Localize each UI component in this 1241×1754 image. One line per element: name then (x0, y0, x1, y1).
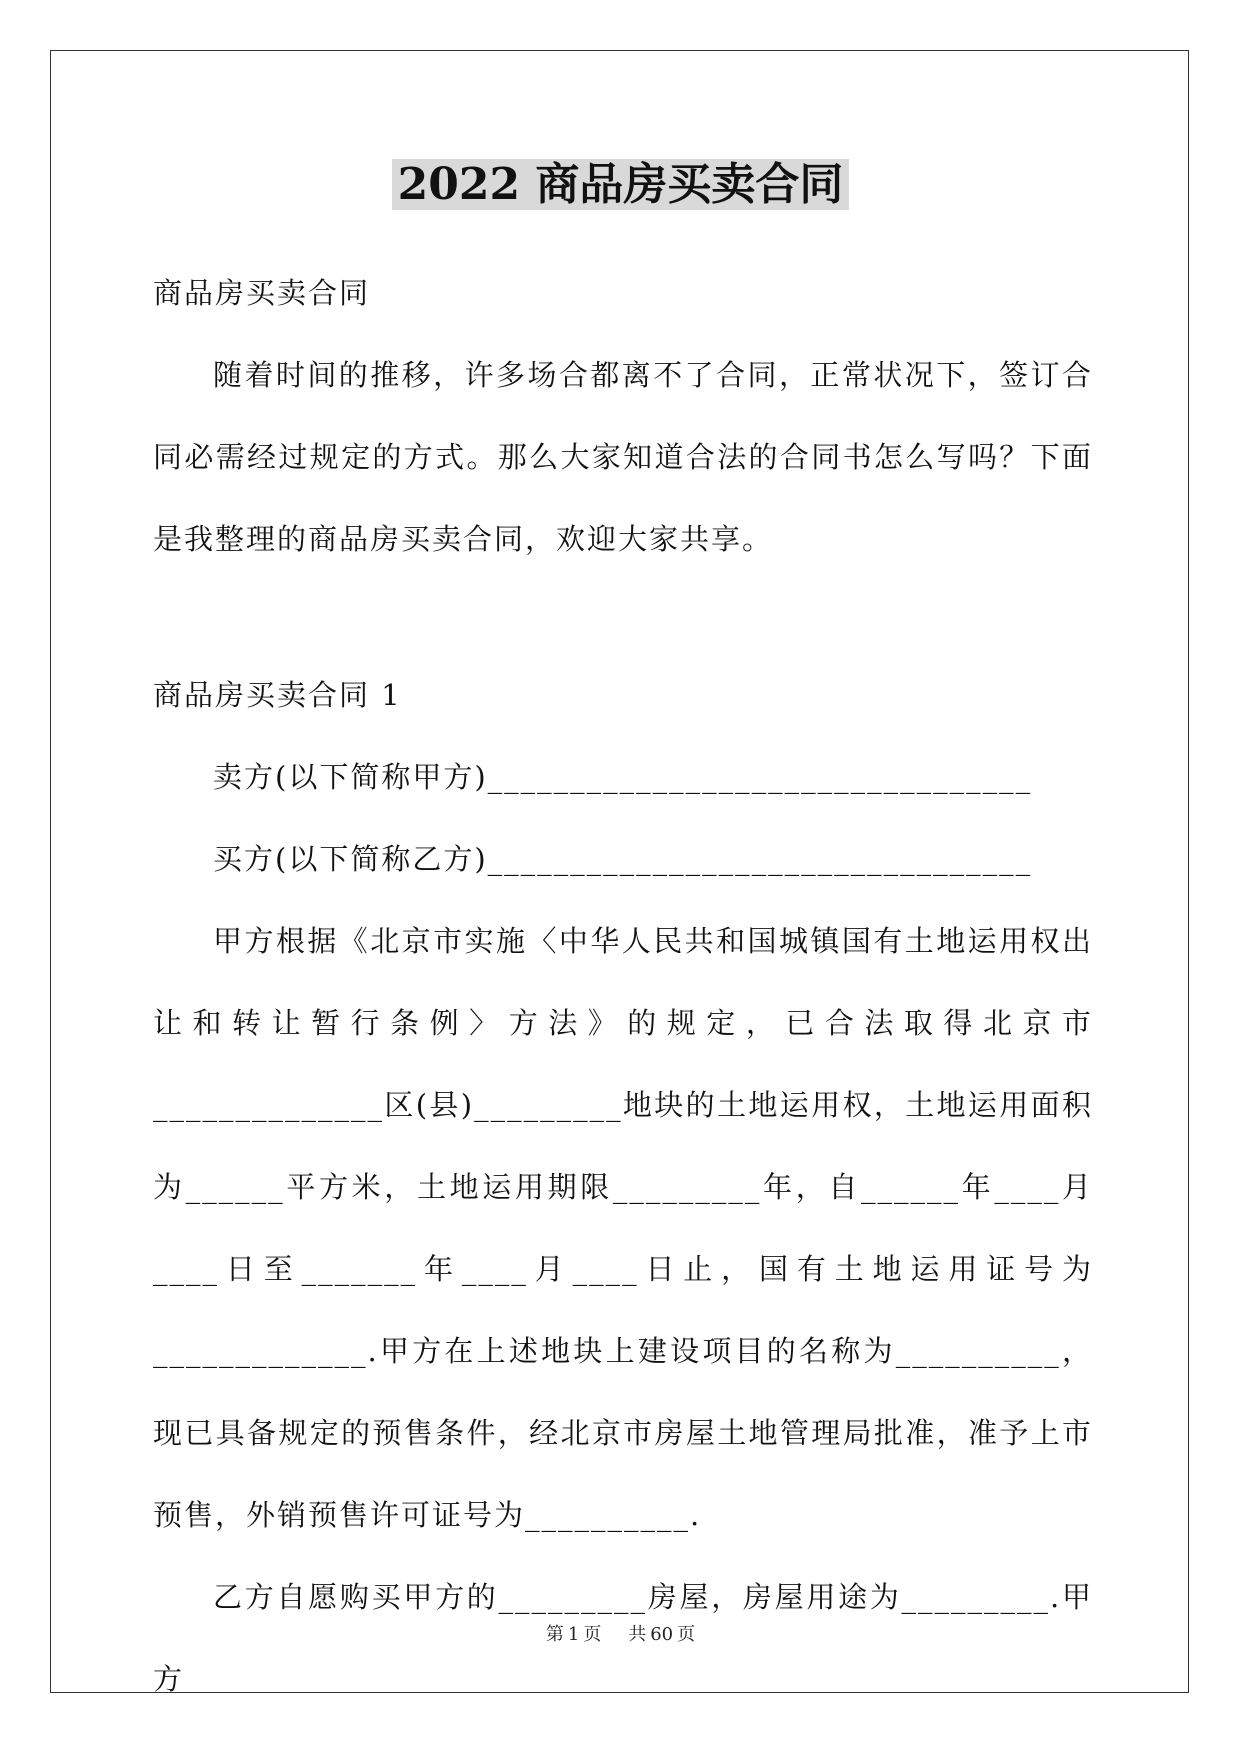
total-suffix: 页 (677, 1624, 696, 1645)
section-heading: 商品房买卖合同 (153, 276, 371, 310)
document-title-text: 2022 商品房买卖合同 (392, 159, 850, 210)
document-body (153, 252, 1093, 580)
page-total: 60 (650, 1624, 674, 1645)
contract-heading: 商品房买卖合同 1 (153, 678, 402, 712)
document-title (0, 150, 1241, 220)
seller-line: 卖方(以下简称甲方)_________________________________ (213, 760, 1033, 794)
clause-land-use: 甲方根据《北京市实施〈中华人民共和国城镇国有土地运用权出让和转让暂行条例〉方法》的规定，已合法取得北京市______________区(县)_________地块的土地运用权，土地运用面积为______平方米，土地运用期限_________年，自______年____月____日至_______年____月____日止，国有土地运用证号为_____________.甲方在上述地块上建设项目的名称为__________，现已具备规定的预售条件，经北京市房屋土地管理局批准，准予上市预售，外销预售许可证号为__________. (153, 924, 1093, 1532)
clause-purchase: 乙方自愿购买甲方的_________房屋，房屋用途为_________.甲方 (153, 1580, 1093, 1696)
page-label-prefix: 第 (545, 1624, 564, 1645)
total-prefix: 共 (628, 1624, 647, 1645)
intro-paragraph: 随着时间的推移，许多场合都离不了合同，正常状况下，签订合同必需经过规定的方式。那么大家知道合法的合同书怎么写吗？下面是我整理的商品房买卖合同，欢迎大家共享。 (153, 358, 1093, 556)
page-footer (0, 1620, 1241, 1646)
page-current: 1 (567, 1624, 580, 1645)
page-label-suffix: 页 (583, 1624, 602, 1645)
contract-body (153, 654, 1093, 1720)
buyer-line: 买方(以下简称乙方)_________________________________ (213, 842, 1033, 876)
